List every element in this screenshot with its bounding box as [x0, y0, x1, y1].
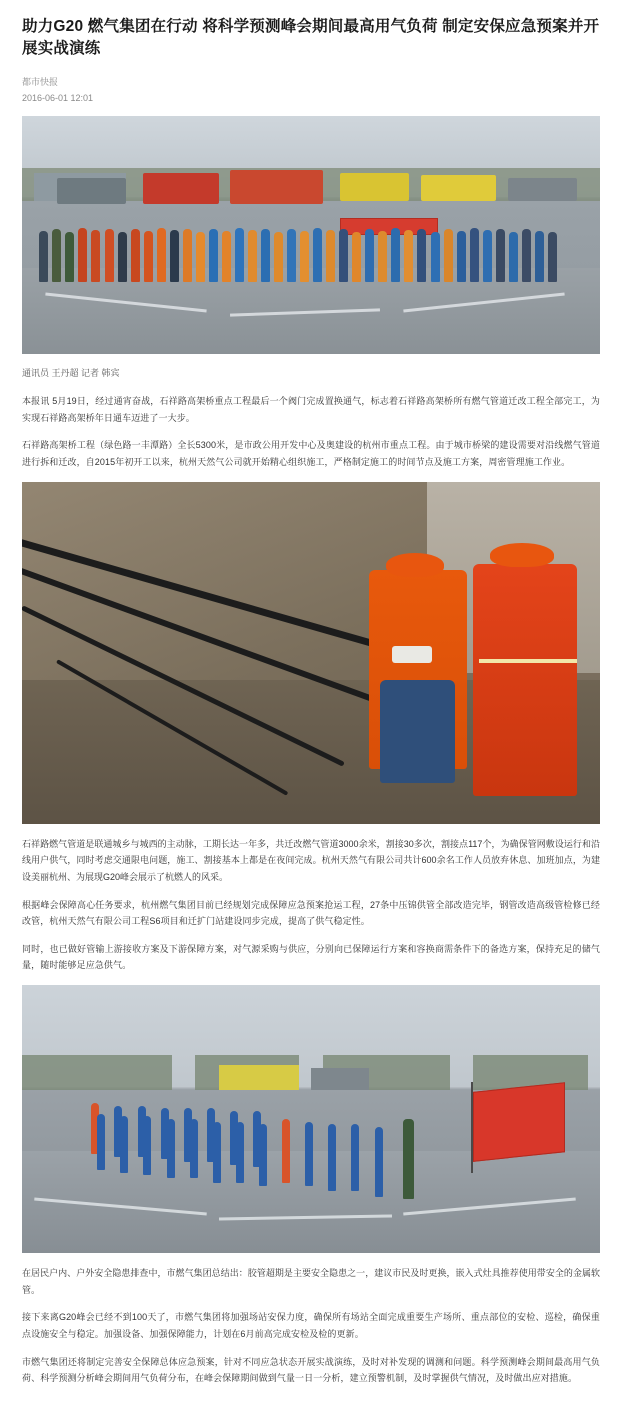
paragraph-8: 市燃气集团还将制定完善安全保障总体应急预案，针对不同应急状态开展实战演练，及时对补发现的调测和问题。科学预测峰会期间最高用气负荷、科学预测分析峰会期间用气负荷分布，在峰会保障期间做到气量一日一分析，建立预警机制，及时掌握供气情况，及时做出应对措施。: [22, 1356, 600, 1384]
page-title: 助力G20 燃气集团在行动 将科学预测峰会期间最高用气负荷 制定安保应急预案并开展实战演练: [22, 18, 600, 58]
paragraph-5: 同时，也已做好管输上游接收方案及下游保障方案，对气源采购与供应，分别向已保障运行方案和容换商需条件下的备选方案，保持充足的储气量，随时能够足应急供气。: [22, 943, 600, 971]
commander-figure: [403, 1119, 414, 1199]
paragraph-2: 石祥路高架桥工程（绿色路一丰潭路）全长5300米，是市政公用开发中心及奥建设的杭州市重点工程。由于城市桥梁的建设需要对沿线燃气管道进行拆和迁改，自2015年初开工以来，杭州天然气公司就开始精心组织施工，严格制定施工的时间节点及施工方案，周密管理施工作业。: [22, 440, 600, 467]
crowd-figures: [39, 211, 582, 282]
article-source: 都市快报: [22, 76, 59, 87]
article-meta: [22, 75, 600, 106]
photo-group-ceremony: [22, 116, 600, 354]
article-date: 2016-06-01 12:01: [22, 93, 94, 104]
paragraph-6: 在居民户内、户外安全隐患排查中，市燃气集团总结出：胶管超期是主要安全隐患之一，建议市民及时更换，嵌入式灶具推荐使用带安全的金属软管。: [22, 1268, 600, 1295]
paragraph-3: 石祥路燃气管道是联通城乡与城西的主动脉，工期长达一年多，共迁改燃气管道3000余米，割接30多次，割接点117个，为确保管网敷设运行和沿线用户供气，同时考虑交通限电问题，施工、割接基本上都是在夜间完成。杭州天然气有限公司共计600余名工作人员放弃休息、加班加点，为建设美丽杭州、为展现G20峰会展示了杭燃人的风采。: [22, 838, 600, 882]
byline: 通讯员 王丹超 记者 韩宾: [22, 367, 120, 378]
photo-pipeline-workers: [22, 482, 600, 824]
paragraph-1: 本报讯 5月19日，经过通宵奋战，石祥路高架桥重点工程最后一个阀门完成置换通气，标志着石祥路高架桥所有燃气管道迁改工程全部完工，为实现石祥路高架桥年日通车迈进了一大步。: [22, 396, 600, 423]
photo-emergency-drill: [22, 985, 600, 1253]
glove: [392, 646, 432, 663]
paragraph-7: 接下来离G20峰会已经不到100天了，市燃气集团将加强场站安保力度，确保所有场站全面完成重要生产场所、重点部位的安检、巡检，确保重点设施安全与稳定。加强设备、加强保障能力，计划在6月前高完成安检及检的更新。: [22, 1312, 600, 1339]
worker-figure: [473, 564, 577, 797]
red-banner: [473, 1082, 565, 1161]
paragraph-4: 根据峰会保障高心任务要求，杭州燃气集团目前已经规划完成保障应急预案抢运工程，27条中压锦供管全部改造完毕，钢管改造高级管检修已经改管，杭州天然气有限公司工程S6项目和迁扩门站建设同步完成，提高了供气稳定性。: [22, 899, 600, 927]
